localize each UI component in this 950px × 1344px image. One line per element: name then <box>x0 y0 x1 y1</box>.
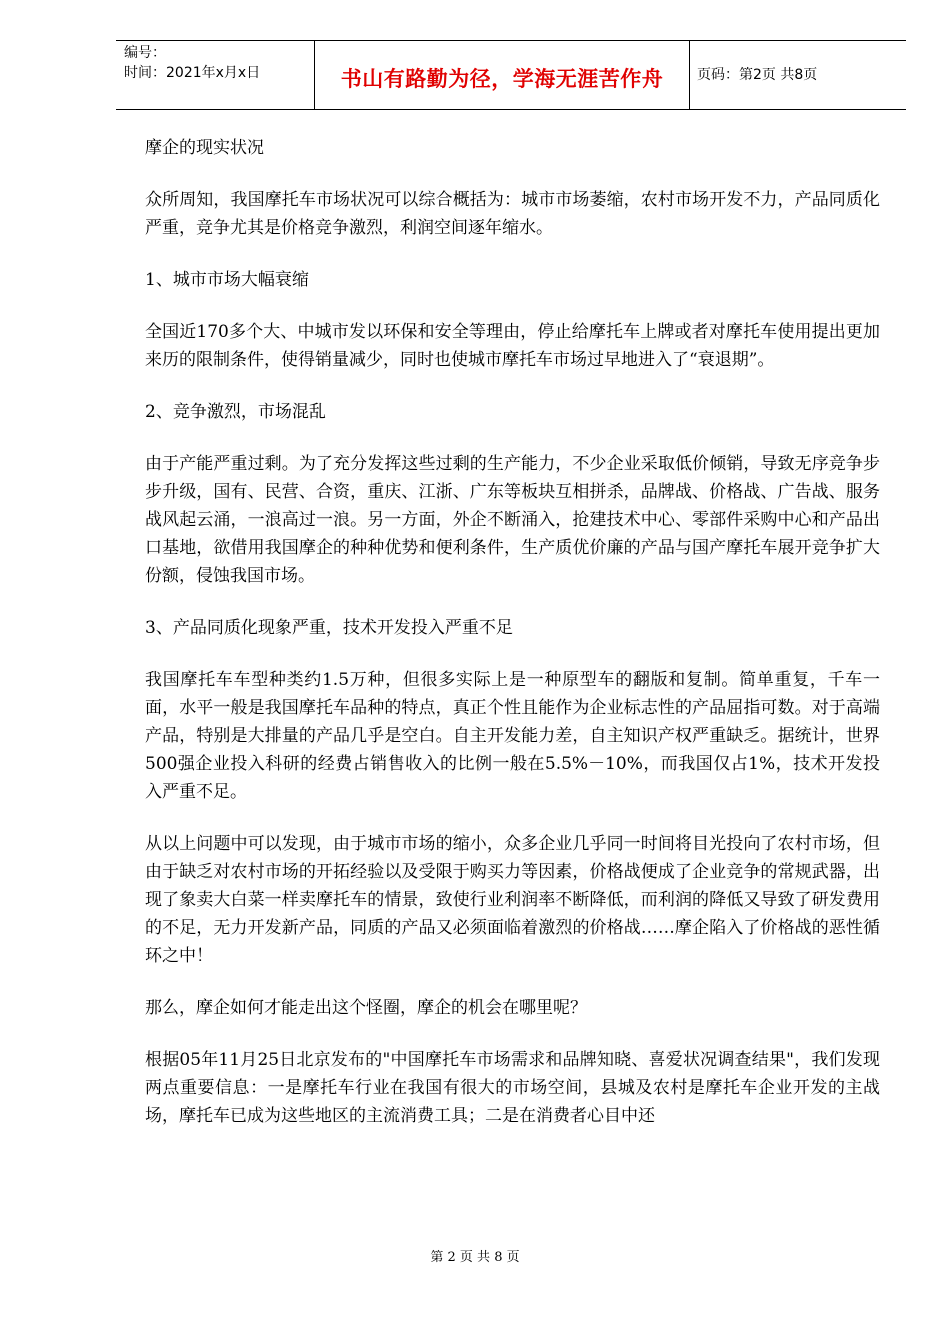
header-motto-cell <box>314 41 690 109</box>
paragraph-survey: 根据05年11月25日北京发布的"中国摩托车市场需求和品牌知晓、喜爱状况调查结果"，我们发现两点重要信息：一是摩托车行业在我国有很大的市场空间，县城及农村是摩托车企业开发的主战场，摩托车已成为这些地区的主流消费工具；二是在消费者心目中还 <box>145 1050 880 1126</box>
heading-3: 3、产品同质化现象严重，技术开发投入严重不足 <box>145 618 513 638</box>
page-footer: 第 2 页 共 8 页 <box>430 1250 520 1265</box>
number-label: 编号： <box>124 45 166 61</box>
document-body <box>145 134 880 1154</box>
heading-1: 1、城市市场大幅衰缩 <box>145 270 309 290</box>
header-page-cell <box>689 41 906 109</box>
motto-text: 书山有路勤为径，学海无涯苦作舟 <box>340 67 664 91</box>
paragraph-analysis: 从以上问题中可以发现，由于城市市场的缩小，众多企业几乎同一时间将目光投向了农村市场，但由于缺乏对农村市场的开拓经验以及受限于购买力等因素，价格战便成了企业竞争的常规武器，出现了象卖大白菜一样卖摩托车的情景，致使行业利润率不断降低，而利润的降低又导致了研发费用的不足，无力开发新产品，同质的产品又必须面临着激烈的价格战……摩企陷入了价格战的恶性循环之中！ <box>145 834 880 966</box>
time-label: 时间：2021年x月x日 <box>124 65 261 81</box>
paragraph-3: 我国摩托车车型种类约1.5万种，但很多实际上是一种原型车的翻版和复制。简单重复，千车一面，水平一般是我国摩托车品种的特点，真正个性且能作为企业标志性的产品屈指可数。对于高端产品，特别是大排量的产品几乎是空白。自主开发能力差，自主知识产权严重缺乏。据统计，世界500强企业投入科研的经费占销售收入的比例一般在5.5%－10%，而我国仅占1%，技术开发投入严重不足。 <box>145 670 880 802</box>
document-header <box>116 40 906 110</box>
paragraph-question: 那么，摩企如何才能走出这个怪圈，摩企的机会在哪里呢？ <box>145 998 587 1018</box>
paragraph-1: 全国近170多个大、中城市发以环保和安全等理由，停止给摩托车上牌或者对摩托车使用提出更加来历的限制条件，使得销量减少，同时也使城市摩托车市场过早地进入了“衰退期”。 <box>145 322 880 370</box>
heading-2: 2、竞争激烈，市场混乱 <box>145 402 326 422</box>
page-info: 页码：第2页 共8页 <box>697 67 818 83</box>
section-title: 摩企的现实状况 <box>145 138 264 158</box>
paragraph-2: 由于产能严重过剩。为了充分发挥这些过剩的生产能力，不少企业采取低价倾销，导致无序竞争步步升级，国有、民营、合资，重庆、江浙、广东等板块互相拼杀，品牌战、价格战、广告战、服务战风起云涌，一浪高过一浪。另一方面，外企不断涌入，抢建技术中心、零部件采购中心和产品出口基地，欲借用我国摩企的种种优势和便利条件，生产质优价廉的产品与国产摩托车展开竞争扩大份额，侵蚀我国市场。 <box>145 454 880 586</box>
header-meta-cell <box>116 41 314 109</box>
paragraph-overview: 众所周知，我国摩托车市场状况可以综合概括为：城市市场萎缩，农村市场开发不力，产品同质化严重，竞争尤其是价格竞争激烈，利润空间逐年缩水。 <box>145 190 880 238</box>
